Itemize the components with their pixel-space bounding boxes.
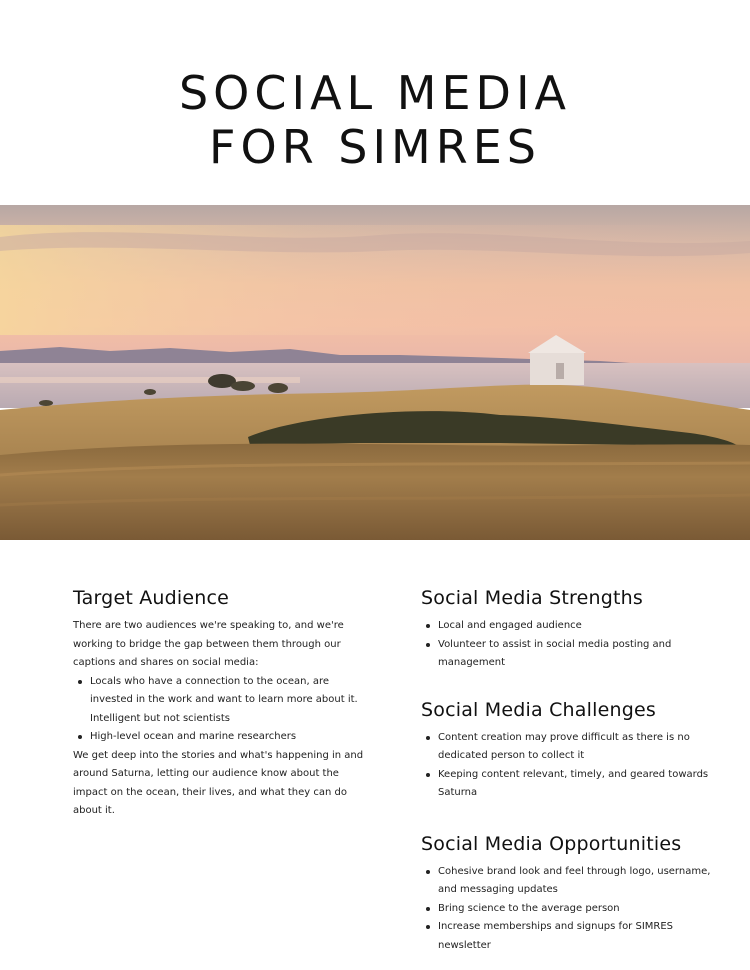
list-item: Volunteer to assist in social media posting and management	[438, 636, 711, 673]
strengths-section	[421, 585, 711, 673]
target-audience-section	[73, 585, 365, 821]
page-title-line-1: SOCIAL MEDIA	[178, 66, 572, 120]
page-title	[0, 66, 750, 174]
challenges-heading: Social Media Challenges	[421, 698, 656, 721]
social-media-column	[421, 585, 711, 970]
list-item: High-level ocean and marine researchers	[90, 728, 365, 747]
target-audience-intro: There are two audiences we're speaking to, and we're working to bridge the gap between them through our captions and shares on social media:	[73, 620, 344, 668]
challenges-section	[421, 697, 711, 803]
list-item: Bring science to the average person	[438, 900, 711, 919]
page-title-line-2: FOR SIMRES	[209, 120, 541, 174]
list-item: Increase memberships and signups for SIMRES newsletter	[438, 918, 711, 955]
opportunities-section	[421, 831, 711, 956]
list-item: Content creation may prove difficult as there is no dedicated person to collect it	[438, 729, 711, 766]
list-item: Locals who have a connection to the ocean, are invested in the work and want to learn more about it. Intelligent but not scientists	[90, 673, 365, 729]
opportunities-heading: Social Media Opportunities	[421, 832, 682, 855]
list-item: Local and engaged audience	[438, 617, 711, 636]
target-audience-list	[73, 673, 365, 747]
strengths-list	[421, 617, 711, 673]
target-audience-heading: Target Audience	[73, 587, 230, 609]
hero-landscape-illustration	[0, 205, 750, 540]
list-item: Keeping content relevant, timely, and geared towards Saturna	[438, 766, 711, 803]
challenges-list	[421, 729, 711, 803]
target-audience-outro: We get deep into the stories and what's happening in and around Saturna, letting our audience know about the impact on the ocean, their lives, and what they can do about it.	[73, 749, 364, 816]
hero-image	[0, 205, 750, 540]
opportunities-list	[421, 863, 711, 956]
strengths-heading: Social Media Strengths	[421, 587, 643, 609]
list-item: Cohesive brand look and feel through logo, username, and messaging updates	[438, 863, 711, 900]
